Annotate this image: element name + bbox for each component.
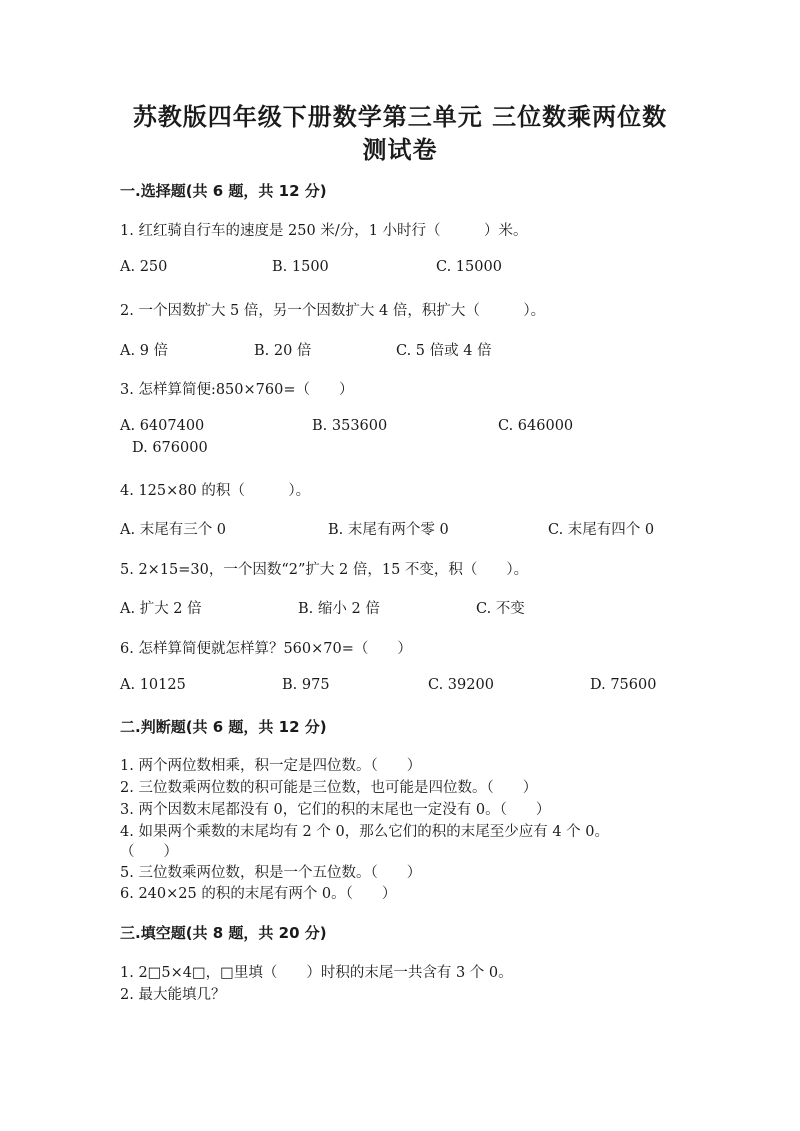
page-title-line-1: 苏教版四年级下册数学第三单元 三位数乘两位数: [132, 103, 668, 131]
judgement-line-2: 2. 三位数乘两位数的积可能是三位数，也可能是四位数。（ ）: [120, 780, 538, 796]
fill-blank-line-2: 2. 最大能填几？: [120, 987, 226, 1003]
question-1-option-b: B. 1500: [272, 259, 329, 275]
question-6-option-a: A. 10125: [120, 677, 186, 693]
question-6-text: 6. 怎样算简便就怎样算？560×70=（ ）: [120, 641, 412, 657]
question-1-option-a: A. 250: [120, 259, 168, 275]
section-heading-choice: 一.选择题(共 6 题，共 12 分): [120, 182, 327, 200]
question-2-option-c: C. 5 倍或 4 倍: [396, 343, 492, 359]
question-4-option-a: A. 末尾有三个 0: [120, 522, 227, 538]
judgement-line-6: 6. 240×25 的积的末尾有两个 0。（ ）: [120, 886, 397, 902]
judgement-line-4-continued: （ ）: [120, 844, 178, 860]
question-6-option-b: B. 975: [282, 677, 330, 693]
question-6-option-c: C. 39200: [428, 677, 494, 693]
question-3-option-c: C. 646000: [498, 418, 574, 434]
page-title-line-2: 测试卷: [362, 136, 438, 164]
question-5-text: 5. 2×15=30，一个因数“2”扩大 2 倍，15 不变，积（ ）。: [120, 562, 529, 578]
question-1-option-c: C. 15000: [436, 259, 502, 275]
question-4-option-b: B. 末尾有两个零 0: [328, 522, 449, 538]
question-3-option-b: B. 353600: [312, 418, 388, 434]
question-6-option-d: D. 75600: [590, 677, 657, 693]
question-4-option-c: C. 末尾有四个 0: [548, 522, 655, 538]
question-4-text: 4. 125×80 的积（ ）。: [120, 483, 311, 499]
question-3-text: 3. 怎样算简便:850×760=（ ）: [120, 382, 354, 398]
question-3-option-d: D. 676000: [132, 440, 208, 456]
question-5-option-b: B. 缩小 2 倍: [298, 601, 380, 617]
question-5-option-a: A. 扩大 2 倍: [120, 601, 202, 617]
section-heading-fill-blank: 三.填空题(共 8 题，共 20 分): [120, 924, 327, 942]
question-2-option-a: A. 9 倍: [120, 343, 169, 359]
judgement-line-5: 5. 三位数乘两位数，积是一个五位数。（ ）: [120, 865, 422, 881]
question-3-option-a: A. 6407400: [120, 418, 205, 434]
judgement-line-1: 1. 两个两位数相乘，积一定是四位数。（ ）: [120, 758, 422, 774]
judgement-line-4: 4. 如果两个乘数的末尾均有 2 个 0，那么它们的积的末尾至少应有 4 个 0。: [120, 824, 609, 840]
judgement-line-3: 3. 两个因数末尾都没有 0，它们的积的末尾也一定没有 0。（ ）: [120, 802, 551, 818]
question-2-text: 2. 一个因数扩大 5 倍，另一个因数扩大 4 倍，积扩大（ ）。: [120, 303, 546, 319]
question-1-text: 1. 红红骑自行车的速度是 250 米/分，1 小时行（ ）米。: [120, 223, 528, 239]
section-heading-judgement: 二.判断题(共 6 题，共 12 分): [120, 718, 327, 736]
fill-blank-line-1: 1. 2□5×4□，□里填（ ）时积的末尾一共含有 3 个 0。: [120, 965, 513, 981]
question-5-option-c: C. 不变: [476, 601, 525, 617]
question-2-option-b: B. 20 倍: [254, 343, 312, 359]
